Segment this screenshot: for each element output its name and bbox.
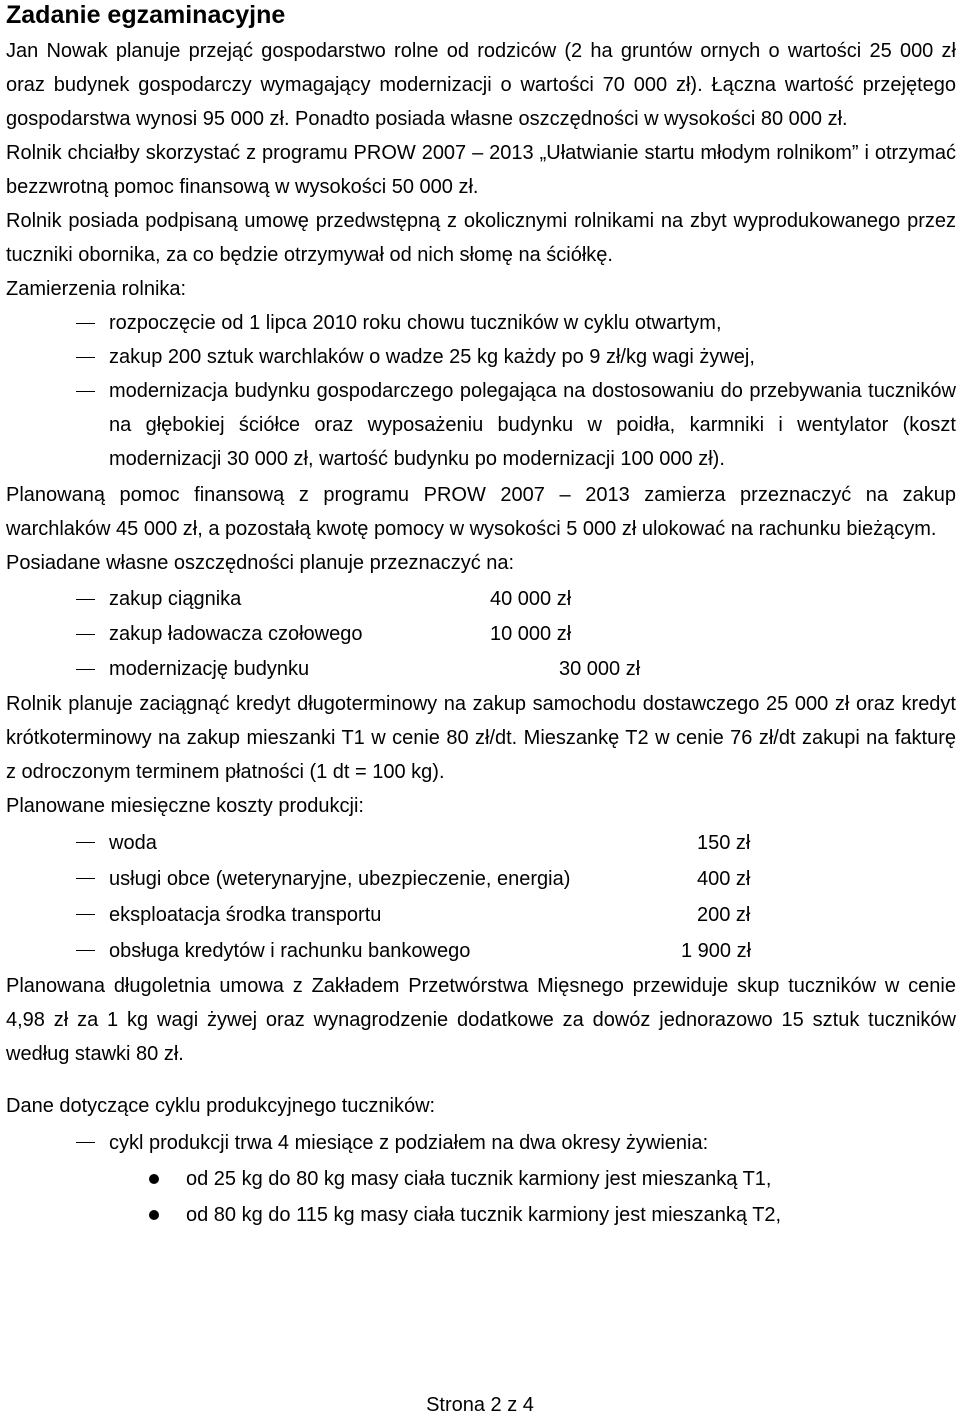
paragraph-aid-allocation: Planowaną pomoc finansową z programu PROW 2007 – 2013 zamierza przeznaczyć na zakup warchlaków 45 000 zł, a pozostałą kwotę pomocy w wysokości 5 000 zł ulokować na rachunku bieżącym. — [6, 484, 956, 540]
document-page — [6, 0, 956, 1233]
list-item: zakup ciągnika 40 000 zł — [109, 588, 572, 610]
list-item: zakup 200 sztuk warchlaków o wadze 25 kg każdy po 9 zł/kg wagi żywej, — [109, 346, 755, 368]
paragraph-savings-heading: Posiadane własne oszczędności planuje przeznaczyć na: — [6, 552, 515, 574]
paragraph-intentions-heading: Zamierzenia rolnika: — [6, 278, 187, 300]
list-item: cykl produkcji trwa 4 miesiące z podziałem na dwa okresy żywienia: — [109, 1132, 709, 1154]
list-item: eksploatacja środka transportu 200 zł — [109, 904, 751, 926]
paragraph-cycle-heading: Dane dotyczące cyklu produkcyjnego tuczników: — [6, 1095, 436, 1117]
cycle-list — [6, 1125, 956, 1233]
list-item: od 80 kg do 115 kg masy ciała tucznik karmiony jest mieszanką T2, — [6, 1197, 956, 1233]
intentions-list — [6, 306, 956, 476]
paragraph-prow-program: Rolnik chciałby skorzystać z programu PROW 2007 – 2013 „Ułatwianie startu młodym rolnikom” i otrzymać bezzwrotną pomoc finansową w wysokości 50 000 zł. — [6, 142, 956, 198]
list-item: od 25 kg do 80 kg masy ciała tucznik karmiony jest mieszanką T1, — [6, 1161, 956, 1197]
page-title: Zadanie egzaminacyjne — [6, 1, 286, 29]
costs-list — [6, 825, 956, 969]
paragraph-farm-intro: Jan Nowak planuje przejąć gospodarstwo rolne od rodziców (2 ha gruntów ornych o wartości 25 000 zł oraz budynek gospodarczy wymagający modernizacji o wartości 70 000 zł). Łączna wartość przejętego gospodarstwa wynosi 95 000 zł. Ponadto posiada własne oszczędności w wysokości 80 000 zł. — [6, 40, 956, 130]
bullet-icon — [149, 1210, 159, 1220]
list-item: rozpoczęcie od 1 lipca 2010 roku chowu tuczników w cyklu otwartym, — [109, 312, 722, 334]
list-item: usługi obce (weterynaryjne, ubezpieczenie, energia) 400 zł — [109, 868, 751, 890]
paragraph-costs-heading: Planowane miesięczne koszty produkcji: — [6, 795, 364, 817]
paragraph-preliminary-agreement: Rolnik posiada podpisaną umowę przedwstępną z okolicznymi rolnikami na zbyt wyprodukowanego przez tuczniki obornika, za co będzie otrzymywał od nich słomę na ściółkę. — [6, 210, 956, 266]
savings-list — [6, 582, 956, 687]
paragraph-credits: Rolnik planuje zaciągnąć kredyt długoterminowy na zakup samochodu dostawczego 25 000 zł oraz kredyt krótkoterminowy na zakup mieszanki T1 w cenie 80 zł/dt. Mieszankę T2 w cenie 76 zł/dt zakupi na fakturę z odroczonym terminem płatności (1 dt = 100 kg). — [6, 693, 956, 783]
bullet-icon — [149, 1174, 159, 1184]
paragraph-meat-plant-agreement: Planowana długoletnia umowa z Zakładem Przetwórstwa Mięsnego przewiduje skup tuczników w cenie 4,98 zł za 1 kg wagi żywej oraz wynagrodzenie dodatkowe za dowóz jednorazowo 15 sztuk tuczników według stawki 80 zł. — [6, 975, 956, 1065]
list-item: obsługa kredytów i rachunku bankowego 1 900 zł — [109, 940, 752, 962]
list-item: woda 150 zł — [109, 832, 751, 854]
list-item: modernizacja budynku gospodarczego polegająca na dostosowaniu do przebywania tuczników na głębokiej ściółce oraz wyposażeniu budynku w poidła, karmniki i wentylator (koszt modernizacji 30 000 zł, wartość budynku po modernizacji 100 000 zł). — [109, 380, 956, 470]
list-item: zakup ładowacza czołowego 10 000 zł — [109, 623, 572, 645]
list-item: modernizację budynku 30 000 zł — [109, 658, 641, 680]
page-number: Strona 2 z 4 — [426, 1394, 534, 1416]
